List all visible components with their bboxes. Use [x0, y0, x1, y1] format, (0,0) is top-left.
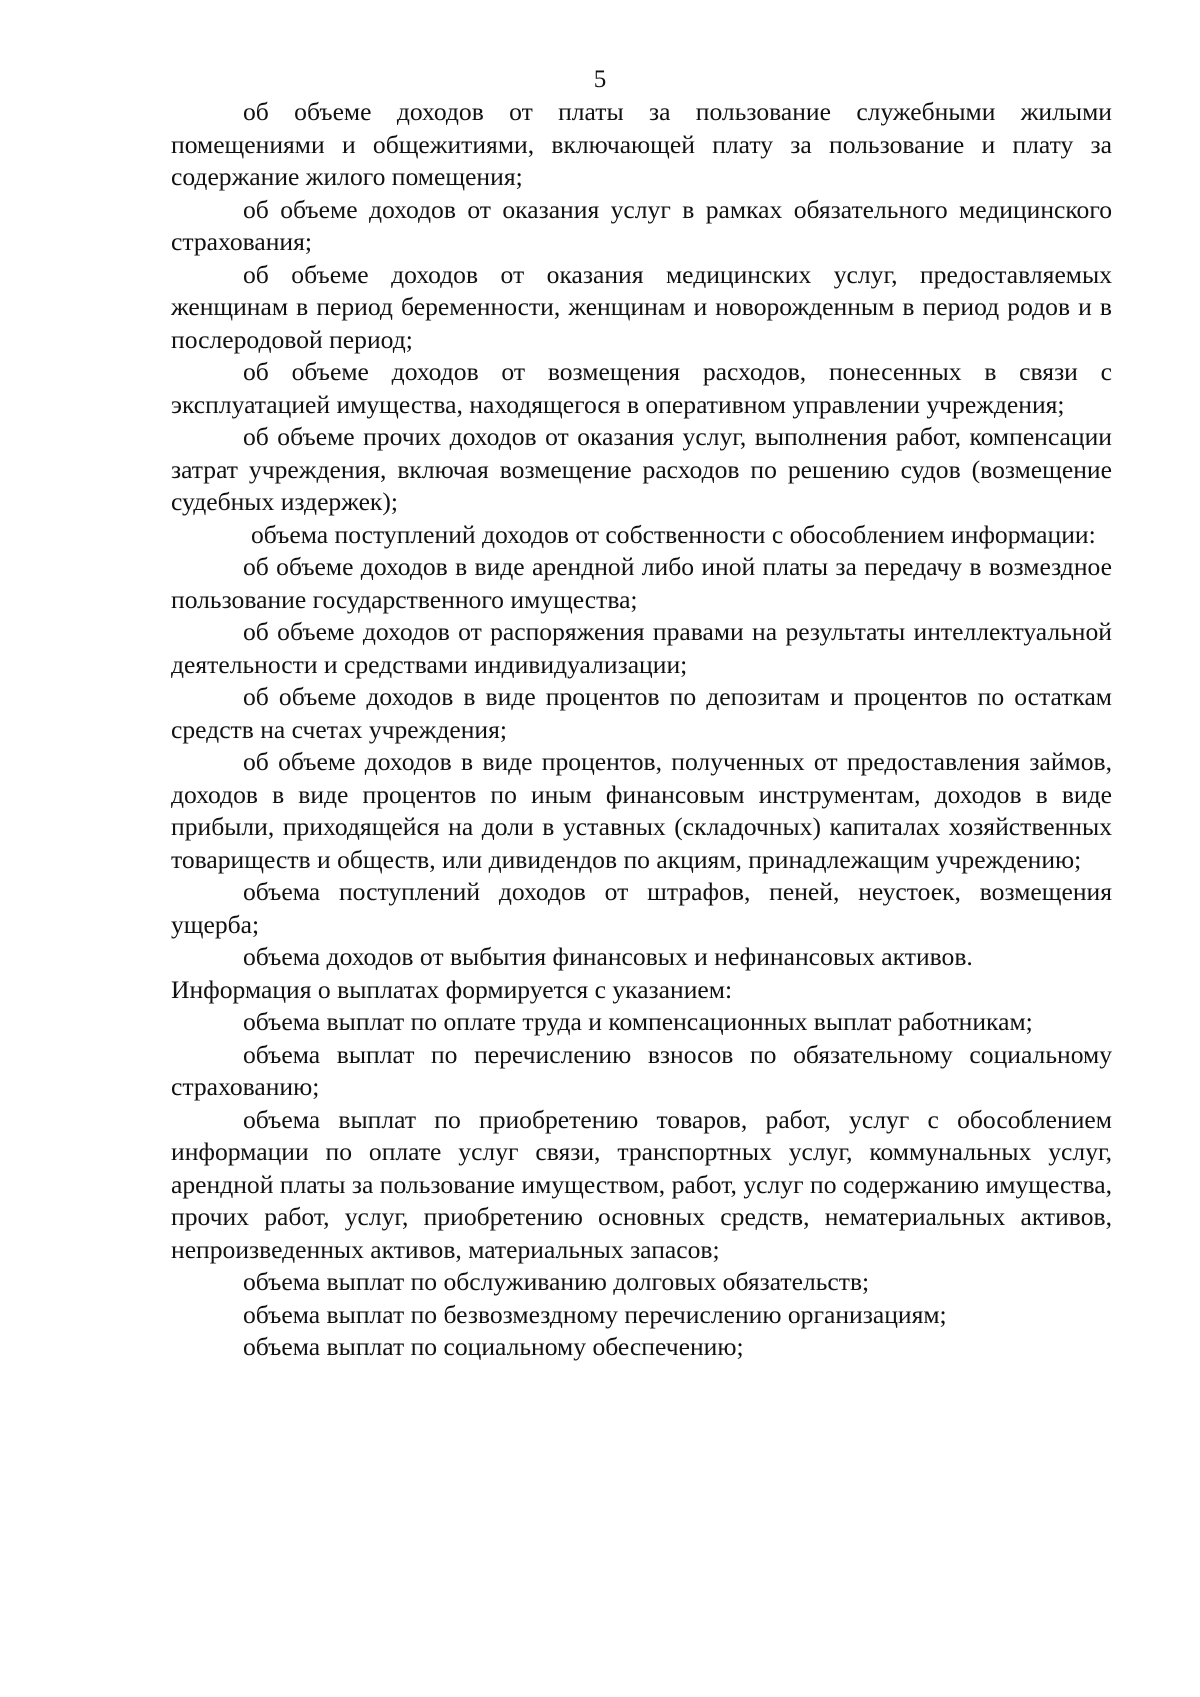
paragraph-payments-social-insurance: объема выплат по перечислению взносов по обязательному социальному страхованию;	[171, 1039, 1112, 1101]
paragraph-income-maternity-services: об объеме доходов от оказания медицинских услуг, предоставляемых женщинам в период беременности, женщинам и новорожденным в период родов и в послеродовой период;	[171, 259, 1112, 354]
document-body	[171, 96, 1112, 1364]
paragraph-income-housing-fees: об объеме доходов от платы за пользование служебными жилыми помещениями и общежитиями, включающей плату за пользование и плату за содержание жилого помещения;	[171, 97, 1112, 191]
paragraph-payments-heading: Информация о выплатах формируется с указанием:	[171, 974, 733, 1004]
paragraph-income-asset-disposal: объема доходов от выбытия финансовых и нефинансовых активов.	[243, 942, 973, 971]
paragraph-income-property-expense-reimbursement: об объеме доходов от возмещения расходов, понесенных в связи с эксплуатацией имущества, находящегося в оперативном управлении учреждения;	[171, 357, 1112, 419]
paragraph-payments-social-security: объема выплат по социальному обеспечению;	[243, 1332, 744, 1361]
paragraph-payments-goods-services: объема выплат по приобретению товаров, работ, услуг с обособлением информации по оплате услуг связи, транспортных услуг, коммунальных услуг, арендной платы за пользование имуществом, работ, услуг по содержанию имущества, прочих работ, услуг, приобретению основных средств, нематериальных активов, непроизведенных активов, материальных запасов;	[171, 1104, 1112, 1264]
paragraph-income-deposit-interest: об объеме доходов в виде процентов по депозитам и процентов по остаткам средств на счетах учреждения;	[171, 682, 1112, 744]
paragraph-income-intellectual-property: об объеме доходов от распоряжения правами на результаты интеллектуальной деятельности и средствами индивидуализации;	[171, 617, 1112, 679]
page-number: 5	[593, 66, 607, 93]
paragraph-payments-transfers-organizations: объема выплат по безвозмездному перечислению организациям;	[243, 1299, 947, 1329]
paragraph-income-rent: об объеме доходов в виде арендной либо иной платы за передачу в возмездное пользование государственного имущества;	[171, 552, 1112, 614]
paragraph-income-fines: объема поступлений доходов от штрафов, пеней, неустоек, возмещения ущерба;	[171, 877, 1112, 939]
paragraph-income-medical-insurance: об объеме доходов от оказания услуг в рамках обязательного медицинского страхования;	[171, 194, 1112, 256]
paragraph-income-loans-dividends: об объеме доходов в виде процентов, полученных от предоставления займов, доходов в виде процентов по иным финансовым инструментам, доходов в виде прибыли, приходящейся на доли в уставных (складочных) капиталах хозяйственных товариществ и обществ, или дивидендов по акциям, принадлежащим учреждению;	[171, 747, 1112, 874]
paragraph-income-other-services: об объеме прочих доходов от оказания услуг, выполнения работ, компенсации затрат учреждения, включая возмещение расходов по решению судов (возмещение судебных издержек);	[171, 422, 1112, 516]
paragraph-property-income-heading: объема поступлений доходов от собственности с обособлением информации:	[251, 519, 1096, 549]
paragraph-payments-debt-service: объема выплат по обслуживанию долговых обязательств;	[243, 1267, 870, 1296]
paragraph-payments-wages: объема выплат по оплате труда и компенсационных выплат работникам;	[243, 1007, 1033, 1036]
